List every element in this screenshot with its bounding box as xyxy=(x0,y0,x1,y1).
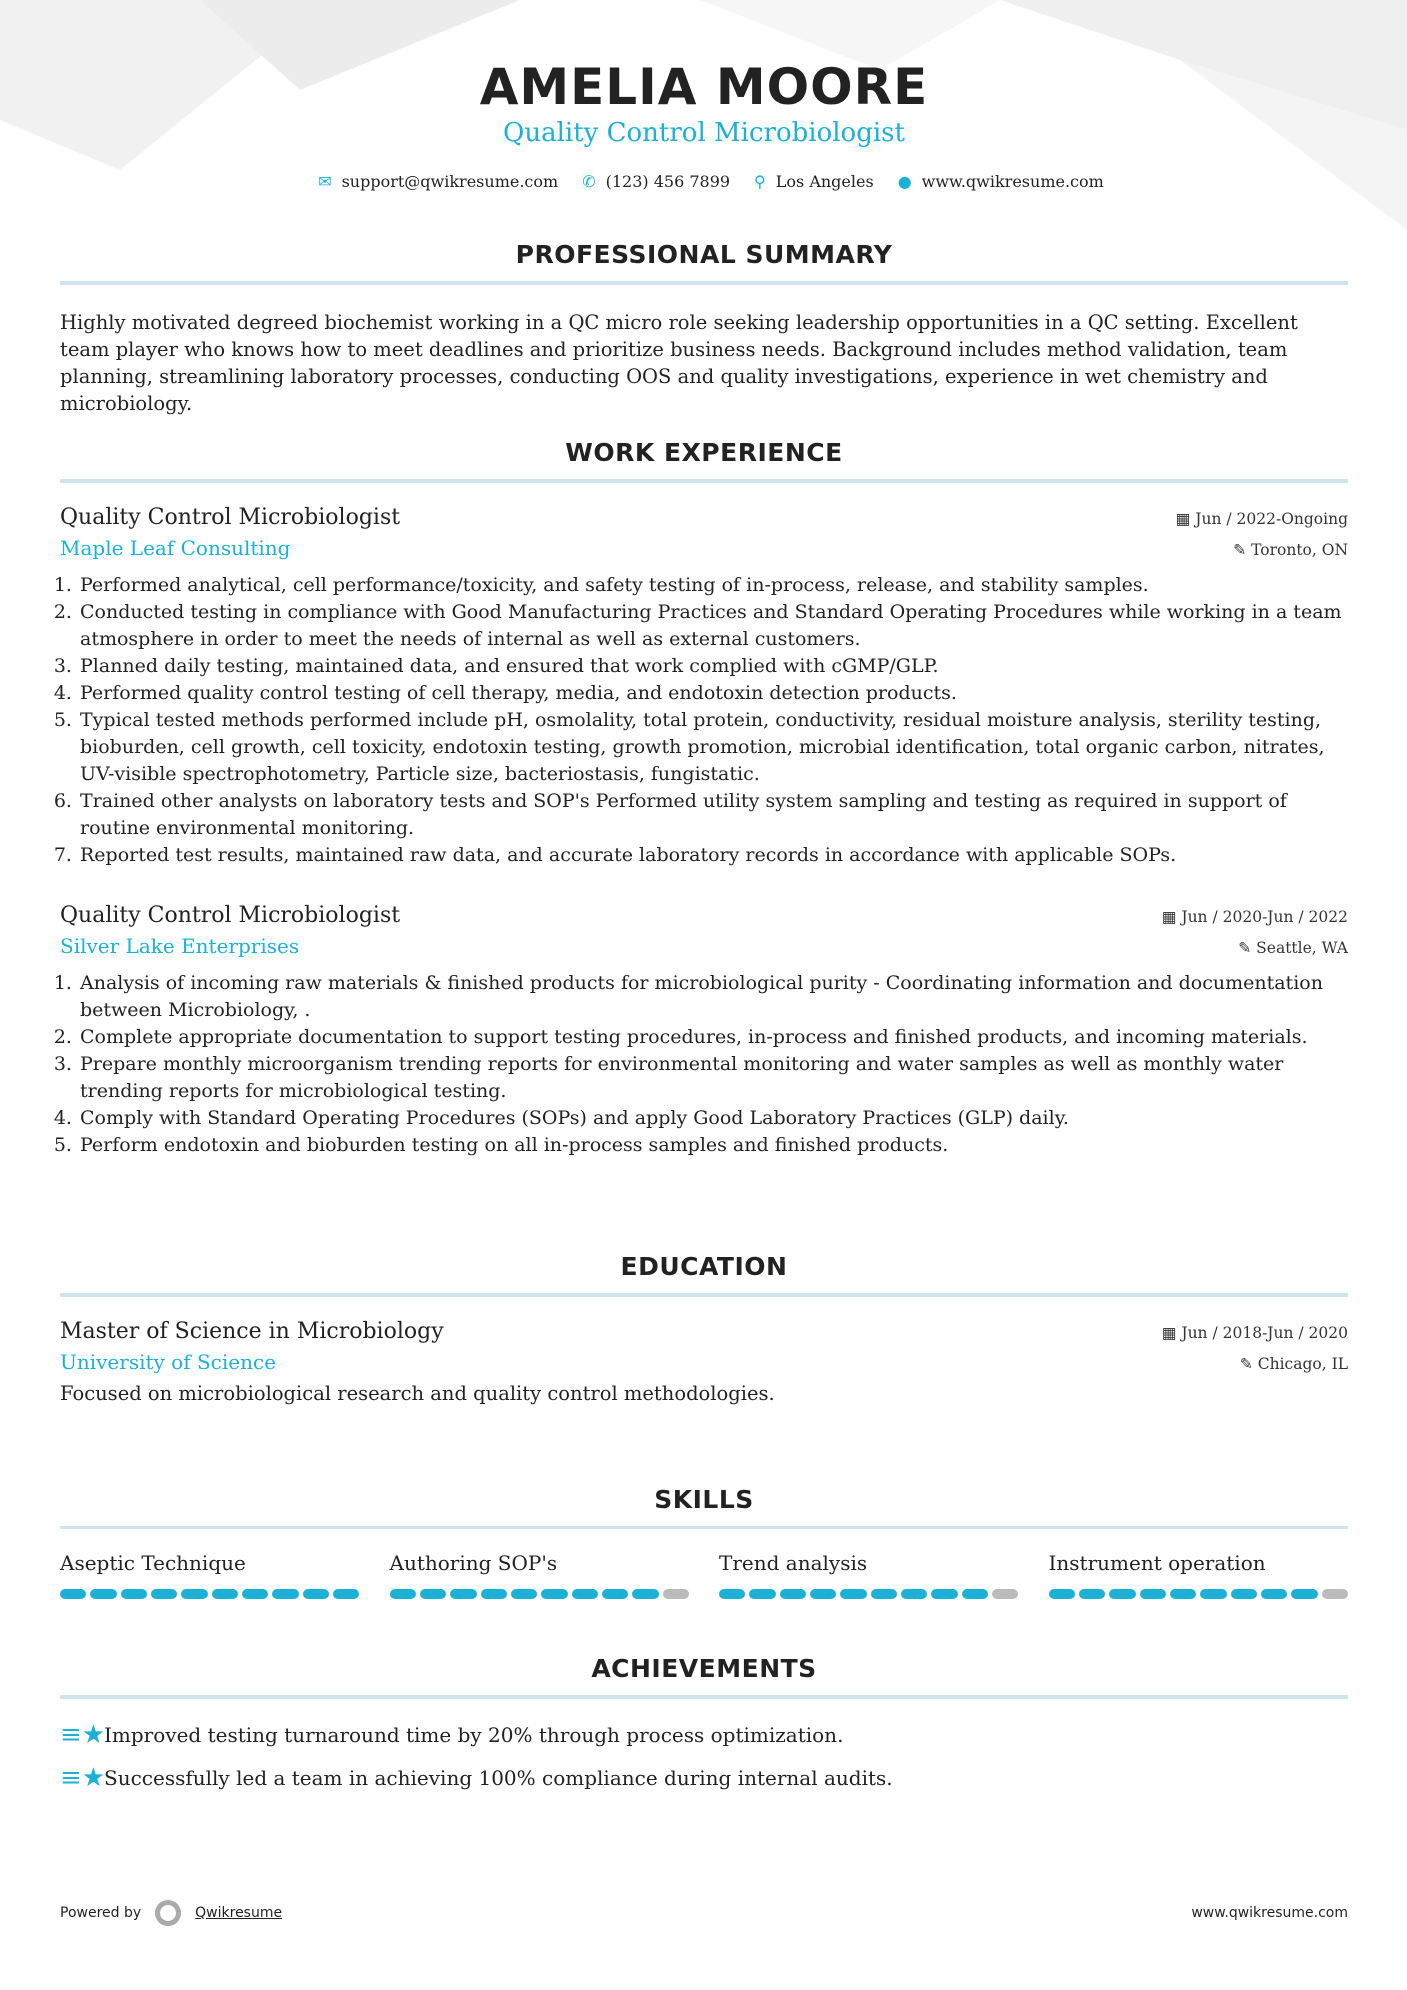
skill-level-segment xyxy=(181,1589,207,1599)
skill-level-segment xyxy=(931,1589,957,1599)
divider xyxy=(60,281,1348,285)
skill-level-segment xyxy=(1049,1589,1075,1599)
skill-level-segment xyxy=(719,1589,745,1599)
skill-level-segment xyxy=(1079,1589,1105,1599)
qwikresume-logo-icon xyxy=(155,1900,181,1926)
skill-level-segment xyxy=(303,1589,329,1599)
skill-level-segment xyxy=(572,1589,598,1599)
phone-icon: ✆ xyxy=(582,172,596,191)
job-title: Quality Control Microbiologist xyxy=(60,903,401,928)
job-bullets xyxy=(60,572,1348,869)
email-icon: ✉ xyxy=(318,172,332,191)
calendar-icon: ▦ xyxy=(1161,908,1182,926)
degree: Master of Science in Microbiology xyxy=(60,1319,444,1344)
job-bullet: 2. Conducted testing in compliance with Good Manufacturing Practices and Standard Operating Procedures while working in a team atmosphere in order to meet the needs of internal as well as external customers. xyxy=(78,599,1348,653)
phone: (123) 456 7899 xyxy=(605,172,731,191)
job-location: Seattle, WA xyxy=(1256,939,1348,957)
location: Los Angeles xyxy=(775,172,874,191)
skill-name: Authoring SOP's xyxy=(389,1551,558,1575)
section-heading: SKILLS xyxy=(654,1485,754,1514)
education-dates: Jun / 2018-Jun / 2020 xyxy=(1181,1324,1348,1342)
achievements-section xyxy=(60,1654,1348,1799)
summary-text: Highly motivated degreed biochemist working in a QC micro role seeking leadership opportunities in a QC setting. Excellent team player who knows how to meet deadlines and prioritize business needs. Background includes method validation, team planning, streamlining laboratory processes, conducting OOS and quality investigations, experience in wet chemistry and microbiology. xyxy=(60,311,1298,415)
job-entry xyxy=(60,903,1348,1159)
job-bullet: 3. Planned daily testing, maintained data, and ensured that work complied with cGMP/GLP. xyxy=(78,653,1348,680)
achievement-item xyxy=(60,1713,1348,1756)
achievement-text: Successfully led a team in achieving 100% compliance during internal audits. xyxy=(104,1765,893,1790)
calendar-icon: ▦ xyxy=(1161,1324,1182,1342)
divider xyxy=(60,1695,1348,1699)
school: University of Science xyxy=(60,1350,277,1374)
pin-icon: ✎ xyxy=(1233,541,1252,559)
location-pin-icon: ⚲ xyxy=(754,172,766,191)
pin-icon: ✎ xyxy=(1238,939,1257,957)
achievement-text: Improved testing turnaround time by 20% through process optimization. xyxy=(104,1722,844,1747)
skill-level-bar xyxy=(1049,1589,1349,1599)
skill-level-segment xyxy=(450,1589,476,1599)
skill-level-segment xyxy=(151,1589,177,1599)
calendar-icon: ▦ xyxy=(1175,510,1196,528)
skill-level-segment xyxy=(541,1589,567,1599)
divider xyxy=(60,479,1348,483)
skill-level-segment xyxy=(481,1589,507,1599)
skill-item xyxy=(719,1551,1019,1599)
website[interactable]: www.qwikresume.com xyxy=(921,172,1104,191)
skill-level-segment xyxy=(992,1589,1018,1599)
skill-level-segment xyxy=(1109,1589,1135,1599)
education-section xyxy=(60,1252,1348,1407)
skill-level-segment xyxy=(1322,1589,1348,1599)
skill-level-segment xyxy=(1170,1589,1196,1599)
skill-name: Trend analysis xyxy=(719,1551,868,1575)
skill-level-segment xyxy=(632,1589,658,1599)
skill-level-segment xyxy=(663,1589,689,1599)
skill-name: Aseptic Technique xyxy=(60,1551,246,1575)
candidate-name: AMELIA MOORE xyxy=(479,58,929,116)
section-heading: EDUCATION xyxy=(620,1252,788,1281)
footer xyxy=(60,1900,1348,1926)
skills-section xyxy=(60,1485,1348,1599)
skill-level-bar xyxy=(390,1589,690,1599)
skill-level-segment xyxy=(602,1589,628,1599)
job-bullet: 1. Performed analytical, cell performance/toxicity, and safety testing of in-process, release, and stability samples. xyxy=(78,572,1348,599)
skill-level-bar xyxy=(719,1589,1019,1599)
contact-bar xyxy=(60,172,1348,191)
job-bullet: 3. Prepare monthly microorganism trending reports for environmental monitoring and water samples as well as monthly water trending reports for microbiological testing. xyxy=(78,1051,1348,1105)
achievement-item xyxy=(60,1756,1348,1799)
skill-level-segment xyxy=(90,1589,116,1599)
skill-level-segment xyxy=(810,1589,836,1599)
job-bullet: 4. Performed quality control testing of cell therapy, media, and endotoxin detection products. xyxy=(78,680,1348,707)
star-icon: ≡★ xyxy=(60,1762,106,1793)
job-entry xyxy=(60,505,1348,869)
globe-icon: ● xyxy=(897,172,912,191)
skill-level-segment xyxy=(333,1589,359,1599)
skill-level-segment xyxy=(212,1589,238,1599)
job-dates: Jun / 2022-Ongoing xyxy=(1195,510,1348,528)
job-location: Toronto, ON xyxy=(1251,541,1348,559)
company: Maple Leaf Consulting xyxy=(60,536,291,560)
job-bullet: 2. Complete appropriate documentation to support testing procedures, in-process and finished products, and incoming materials. xyxy=(78,1024,1348,1051)
skill-item xyxy=(1049,1551,1349,1599)
experience-section xyxy=(60,438,1348,1159)
skill-level-segment xyxy=(242,1589,268,1599)
star-icon: ≡★ xyxy=(60,1719,106,1750)
job-bullet: 6. Trained other analysts on laboratory tests and SOP's Performed utility system sampling and testing as required in support of routine environmental monitoring. xyxy=(78,788,1348,842)
pin-icon: ✎ xyxy=(1239,1355,1258,1373)
skill-level-segment xyxy=(272,1589,298,1599)
powered-by-label: Powered by xyxy=(60,1905,142,1921)
education-description: Focused on microbiological research and quality control methodologies. xyxy=(60,1382,775,1405)
section-heading: ACHIEVEMENTS xyxy=(591,1654,817,1683)
skill-level-segment xyxy=(871,1589,897,1599)
skill-item xyxy=(390,1551,690,1599)
education-location: Chicago, IL xyxy=(1257,1355,1348,1373)
skill-level-segment xyxy=(60,1589,86,1599)
email[interactable]: support@qwikresume.com xyxy=(341,172,559,191)
company: Silver Lake Enterprises xyxy=(60,934,300,958)
job-bullets xyxy=(60,970,1348,1159)
divider xyxy=(60,1526,1348,1529)
skill-level-bar xyxy=(60,1589,360,1599)
skill-level-segment xyxy=(901,1589,927,1599)
skill-level-segment xyxy=(962,1589,988,1599)
job-dates: Jun / 2020-Jun / 2022 xyxy=(1181,908,1348,926)
skill-name: Instrument operation xyxy=(1048,1551,1266,1575)
skill-level-segment xyxy=(1140,1589,1166,1599)
job-bullet: 5. Perform endotoxin and bioburden testing on all in-process samples and finished products. xyxy=(78,1132,1348,1159)
skill-level-segment xyxy=(780,1589,806,1599)
footer-website[interactable]: www.qwikresume.com xyxy=(1191,1905,1348,1921)
skill-item xyxy=(60,1551,360,1599)
skill-level-segment xyxy=(420,1589,446,1599)
skill-level-segment xyxy=(749,1589,775,1599)
skill-level-segment xyxy=(511,1589,537,1599)
job-bullet: 5. Typical tested methods performed include pH, osmolality, total protein, conductivity, residual moisture analysis, sterility testing, bioburden, cell growth, cell toxicity, endotoxin testing, growth promotion, microbial identification, total organic carbon, nitrates, UV-visible spectrophotometry, Particle size, bacteriostasis, fungistatic. xyxy=(78,707,1348,788)
job-bullet: 7. Reported test results, maintained raw data, and accurate laboratory records in accordance with applicable SOPs. xyxy=(78,842,1348,869)
skill-level-segment xyxy=(1291,1589,1317,1599)
section-heading: WORK EXPERIENCE xyxy=(565,438,843,467)
skill-level-segment xyxy=(1231,1589,1257,1599)
summary-section xyxy=(60,240,1348,417)
job-bullet: 4. Comply with Standard Operating Procedures (SOPs) and apply Good Laboratory Practices (GLP) daily. xyxy=(78,1105,1348,1132)
job-bullet: 1. Analysis of incoming raw materials & finished products for microbiological purity - Coordinating information and documentation between Microbiology, . xyxy=(78,970,1348,1024)
section-heading: PROFESSIONAL SUMMARY xyxy=(515,240,893,269)
skill-level-segment xyxy=(121,1589,147,1599)
skill-level-segment xyxy=(1200,1589,1226,1599)
job-title: Quality Control Microbiologist xyxy=(60,505,401,530)
skill-level-segment xyxy=(1261,1589,1287,1599)
candidate-title: Quality Control Microbiologist xyxy=(503,118,905,148)
skill-level-segment xyxy=(840,1589,866,1599)
divider xyxy=(60,1293,1348,1297)
skill-level-segment xyxy=(390,1589,416,1599)
brand-link[interactable]: Qwikresume xyxy=(195,1905,283,1921)
